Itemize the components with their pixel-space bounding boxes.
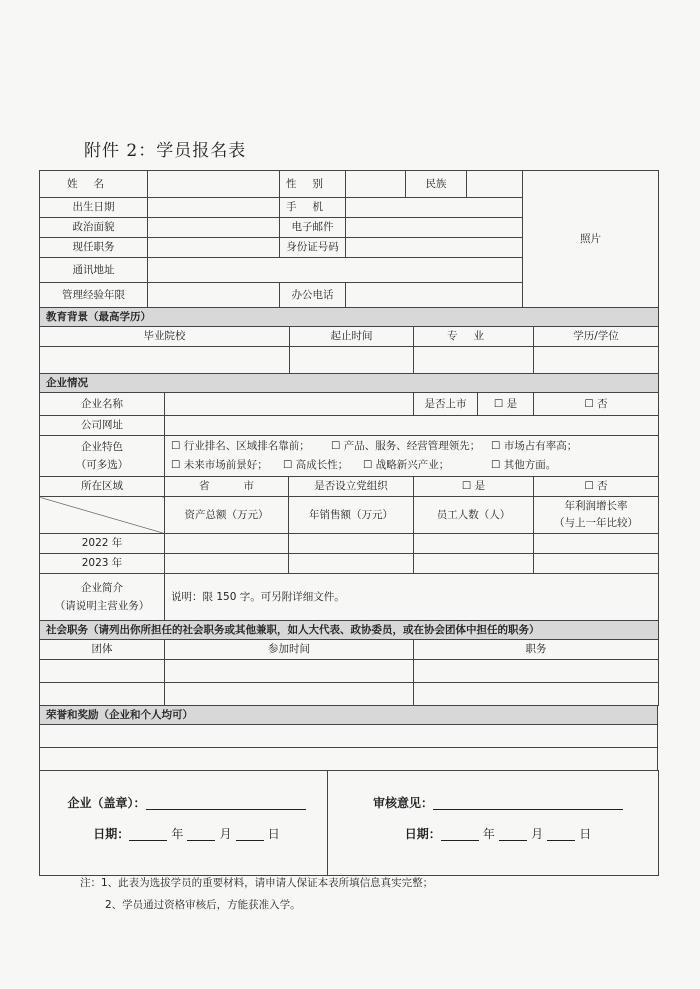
id-number-field[interactable]: [346, 238, 523, 258]
review-day-label: 日: [579, 827, 592, 841]
feature-strategic-label: 战略新兴产业；: [375, 459, 450, 471]
feature-rank-option[interactable]: ☐ 行业排名、区域排名靠前；: [171, 440, 310, 452]
website-field[interactable]: [165, 416, 659, 436]
honors-field[interactable]: [40, 725, 658, 748]
company-year-label: 年: [171, 827, 184, 841]
listed-label: 是否上市: [414, 393, 478, 416]
feature-lead-option[interactable]: ☐ 产品、服务、经营管理领先；: [331, 440, 481, 452]
review-date-label: 日期：: [404, 827, 441, 841]
social-col-time: 参加时间: [165, 640, 414, 660]
company-year-field[interactable]: [129, 828, 167, 841]
company-date-line: [48, 828, 325, 841]
company-day-field[interactable]: [236, 828, 264, 841]
office-phone-label: 办公电话: [280, 283, 346, 308]
social-header: 社会职务（请列出你所担任的社会职务或其他兼职，如人大代表、政协委员，或在协会团体中担任的职务）: [40, 621, 659, 640]
metric-col-assets: 资产总额（万元）: [165, 497, 289, 534]
intro-label: [40, 574, 165, 621]
edu-school-field[interactable]: [40, 347, 290, 374]
party-no-label: 否: [597, 480, 608, 492]
company-day-label: 日: [267, 827, 280, 841]
party-yes-option[interactable]: ☐ 是: [414, 477, 534, 497]
birthdate-field[interactable]: [148, 198, 280, 218]
region-label: 所在区域: [40, 477, 165, 497]
intro-instruction: 说明：限 150 字。可另附详细文件。: [171, 590, 345, 603]
feature-growth-option[interactable]: ☐ 高成长性；: [283, 459, 349, 471]
intro-field[interactable]: [165, 574, 659, 621]
social-org-field[interactable]: [40, 660, 165, 683]
company-month-label: 月: [219, 827, 232, 841]
edu-degree-field[interactable]: [534, 347, 659, 374]
feature-future-option[interactable]: ☐ 未来市场前景好；: [171, 459, 268, 471]
review-line: [340, 797, 656, 810]
listed-no-label: 否: [597, 397, 608, 410]
address-field[interactable]: [148, 258, 523, 283]
edu-period-field[interactable]: [290, 347, 414, 374]
review-month-label: 月: [531, 827, 544, 841]
address-label: 通讯地址: [40, 258, 148, 283]
province-label: 省: [199, 480, 210, 492]
birthdate-label: 出生日期: [40, 198, 148, 218]
listed-no-option[interactable]: ☐ 否: [534, 393, 659, 416]
metric-col-profit-line2: （与上一年比较）: [554, 517, 639, 529]
review-date-line: [340, 828, 656, 841]
personal-info-table: [39, 170, 659, 308]
sales-2023-field[interactable]: [289, 554, 414, 574]
id-number-label: 身份证号码: [280, 238, 346, 258]
sales-2022-field[interactable]: [289, 534, 414, 554]
review-sign-cell: [328, 771, 659, 876]
metric-col-staff: 员工人数（人）: [414, 497, 534, 534]
features-options: [165, 436, 659, 477]
profit-2022-field[interactable]: [534, 534, 659, 554]
company-month-field[interactable]: [187, 828, 215, 841]
edu-major-field[interactable]: [414, 347, 534, 374]
staff-2023-field[interactable]: [414, 554, 534, 574]
company-seal-field[interactable]: [146, 797, 306, 810]
city-label: 市: [243, 480, 254, 492]
name-field[interactable]: [148, 171, 280, 198]
social-col-org: 团体: [40, 640, 165, 660]
page-title: 附件 2：学员报名表: [84, 141, 247, 161]
footnote-1: 注：1、此表为选拔学员的重要材料，请申请人保证本表所填信息真实完整；: [80, 877, 434, 889]
position-field[interactable]: [148, 238, 280, 258]
mobile-field[interactable]: [346, 198, 523, 218]
feature-other-label: 其他方面。: [503, 459, 557, 471]
social-col-role: 职务: [414, 640, 659, 660]
metric-col-profit-line1: 年利润增长率: [564, 500, 628, 512]
assets-2022-field[interactable]: [165, 534, 289, 554]
feature-market-option[interactable]: ☐ 市场占有率高；: [491, 440, 578, 452]
company-date-label: 日期：: [93, 827, 130, 841]
review-day-field[interactable]: [547, 828, 575, 841]
education-table: [39, 307, 659, 374]
year-2023-label: 2023 年: [40, 554, 165, 574]
party-no-option[interactable]: ☐ 否: [534, 477, 659, 497]
metric-col-sales: 年销售额（万元）: [289, 497, 414, 534]
mobile-label: 手机: [280, 198, 346, 218]
mgmt-years-field[interactable]: [148, 283, 280, 308]
social-table: [39, 620, 659, 706]
position-label: 现任职务: [40, 238, 148, 258]
gender-field[interactable]: [346, 171, 406, 198]
review-year-field[interactable]: [441, 828, 479, 841]
social-time-field[interactable]: [165, 660, 414, 683]
staff-2022-field[interactable]: [414, 534, 534, 554]
education-header: 教育背景（最高学历）: [40, 308, 659, 327]
office-phone-field[interactable]: [346, 283, 523, 308]
email-label: 电子邮件: [280, 218, 346, 238]
listed-yes-label: 是: [506, 397, 518, 410]
intro-note: （请说明主营业务）: [54, 600, 150, 612]
email-field[interactable]: [346, 218, 523, 238]
intro-label-text: 企业简介: [81, 582, 123, 594]
review-field[interactable]: [433, 797, 623, 810]
name-label: 姓名: [40, 171, 148, 198]
ethnicity-field[interactable]: [467, 171, 523, 198]
feature-strategic-option[interactable]: ☐ 战略新兴产业；: [363, 459, 450, 471]
feature-rank-label: 行业排名、区域排名靠前；: [183, 440, 310, 452]
mgmt-years-label: 管理经验年限: [40, 283, 148, 308]
edu-col-school: 毕业院校: [40, 327, 290, 347]
social-role-field[interactable]: [414, 683, 659, 706]
gender-label: 性别: [280, 171, 346, 198]
features-note: （可多选）: [75, 459, 129, 471]
company-seal-label: 企业（盖章）：: [67, 796, 146, 810]
feature-lead-label: 产品、服务、经营管理领先；: [343, 440, 481, 452]
social-org-field[interactable]: [40, 683, 165, 706]
social-role-field[interactable]: [414, 660, 659, 683]
ethnicity-label: 民族: [406, 171, 467, 198]
signature-table: [39, 770, 659, 876]
feature-other-option[interactable]: ☐ 其他方面。: [491, 459, 557, 471]
features-label-text: 企业特色: [81, 441, 123, 453]
company-name-field[interactable]: [165, 393, 414, 416]
features-label: [40, 436, 165, 477]
company-name-label: 企业名称: [40, 393, 165, 416]
honors-header: 荣誉和奖励（企业和个人均可）: [40, 706, 658, 725]
footnote-2: 2、学员通过资格审核后，方能获准入学。: [105, 899, 301, 911]
website-label: 公司网址: [40, 416, 165, 436]
edu-col-period: 起止时间: [290, 327, 414, 347]
listed-yes-option[interactable]: ☐ 是: [478, 393, 534, 416]
registration-form: [39, 170, 658, 876]
year-2022-label: 2022 年: [40, 534, 165, 554]
company-sign-cell: [40, 771, 328, 876]
honors-table: [39, 705, 658, 771]
honors-field[interactable]: [40, 748, 658, 771]
company-table: [39, 373, 659, 621]
social-time-field[interactable]: [165, 683, 414, 706]
metrics-corner-cell: [40, 497, 165, 534]
edu-col-major: 专业: [414, 327, 534, 347]
company-seal-line: [48, 797, 325, 810]
region-field[interactable]: [165, 477, 289, 497]
party-yes-label: 是: [474, 480, 486, 492]
footnotes: [80, 872, 433, 916]
metric-col-profit: [534, 497, 659, 534]
party-label: 是否设立党组织: [289, 477, 414, 497]
feature-growth-label: 高成长性；: [295, 459, 349, 471]
edu-col-degree: 学历/学位: [534, 327, 659, 347]
feature-market-label: 市场占有率高；: [503, 440, 578, 452]
political-label: 政治面貌: [40, 218, 148, 238]
company-header: 企业情况: [40, 374, 659, 393]
review-label: 审核意见：: [372, 796, 433, 810]
profit-2023-field[interactable]: [534, 554, 659, 574]
feature-future-label: 未来市场前景好；: [183, 459, 268, 471]
political-field[interactable]: [148, 218, 280, 238]
photo-box[interactable]: 照片: [523, 171, 659, 308]
assets-2023-field[interactable]: [165, 554, 289, 574]
review-year-label: 年: [482, 827, 495, 841]
review-month-field[interactable]: [499, 828, 527, 841]
